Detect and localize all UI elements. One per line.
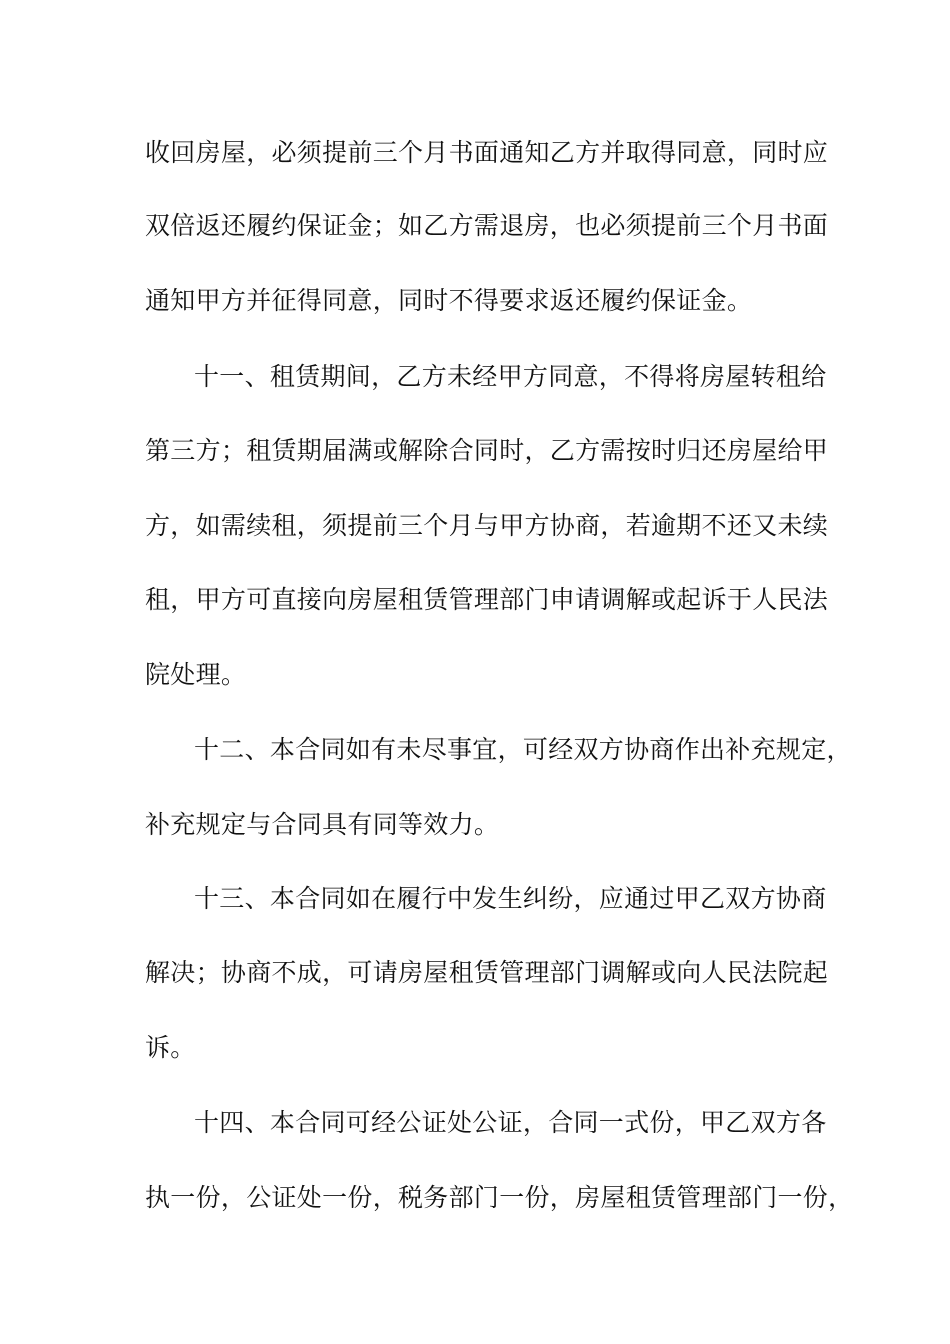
- text-line: 通知甲方并征得同意，同时不得要求返还履约保证金。: [145, 286, 753, 315]
- text-line: 解决；协商不成，可请房屋租赁管理部门调解或向人民法院起: [145, 958, 829, 987]
- text-line: 第三方；租赁期届满或解除合同时，乙方需按时归还房屋给甲: [145, 436, 829, 465]
- text-line: 收回房屋，必须提前三个月书面通知乙方并取得同意，同时应: [145, 138, 829, 167]
- text-line: 双倍返还履约保证金；如乙方需退房，也必须提前三个月书面: [145, 211, 829, 240]
- text-line: 院处理。: [145, 660, 247, 689]
- text-line: 补充规定与合同具有同等效力。: [145, 810, 500, 839]
- clause-13-first-line: 十三、本合同如在履行中发生纠纷，应通过甲乙双方协商: [194, 884, 827, 913]
- clause-11-first-line: 十一、租赁期间，乙方未经甲方同意，不得将房屋转租给: [194, 362, 827, 391]
- text-line: 方，如需续租，须提前三个月与甲方协商，若逾期不还又未续: [145, 511, 829, 540]
- text-line: 租，甲方可直接向房屋租赁管理部门申请调解或起诉于人民法: [145, 585, 829, 614]
- text-line: 诉。: [145, 1033, 196, 1062]
- clause-14-first-line: 十四、本合同可经公证处公证，合同一式份，甲乙双方各: [194, 1108, 827, 1137]
- clause-12-first-line: 十二、本合同如有未尽事宜，可经双方协商作出补充规定，: [194, 735, 852, 764]
- text-line: 执一份，公证处一份，税务部门一份，房屋租赁管理部门一份，: [145, 1183, 854, 1212]
